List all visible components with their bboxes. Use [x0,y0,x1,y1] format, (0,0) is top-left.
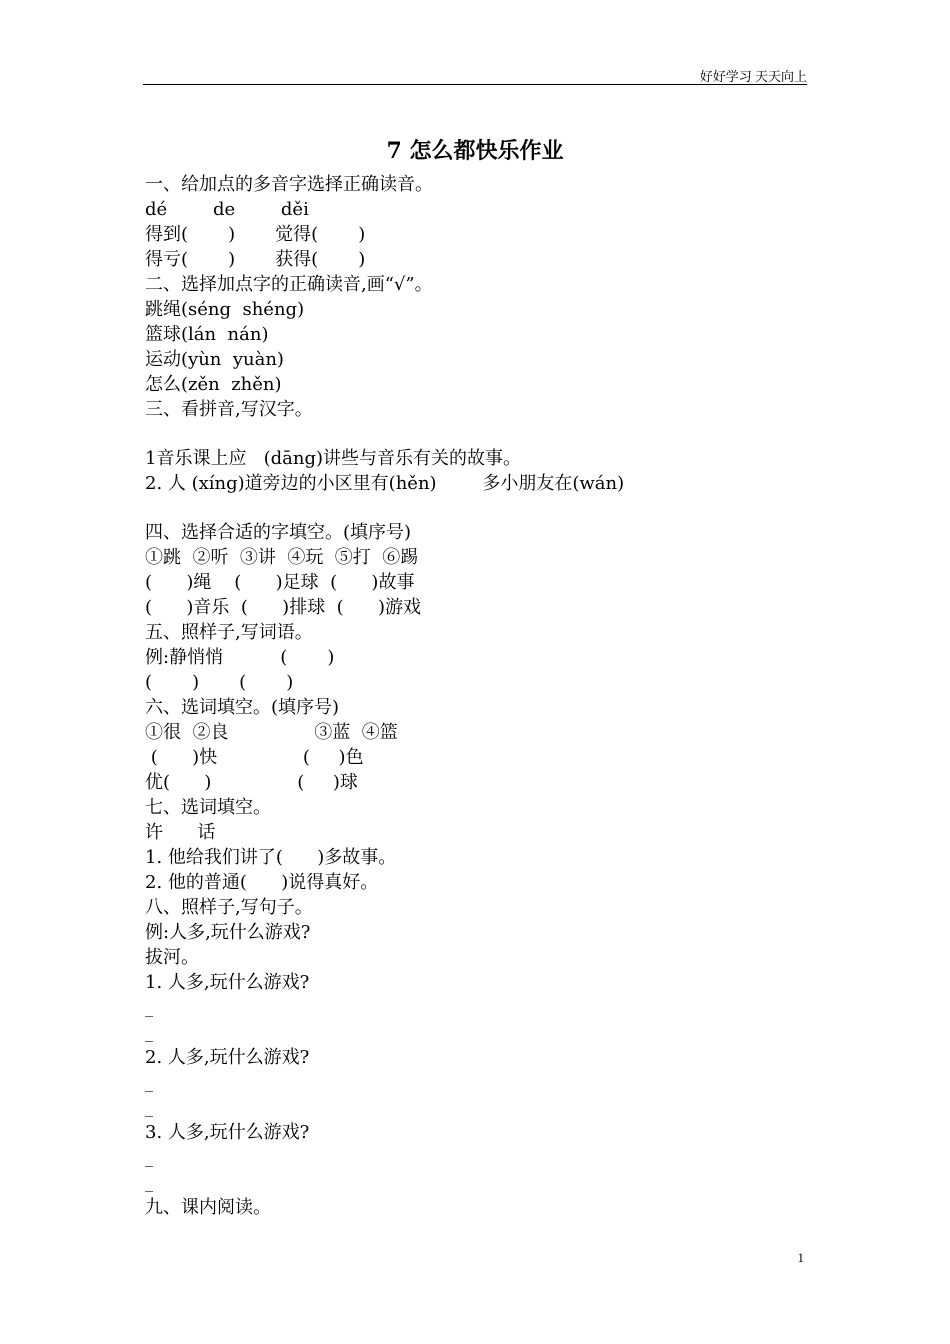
question-line: 怎么(zěn zhěn) [145,374,282,395]
example-line: 拔河。 [145,947,199,968]
section-2-heading: 二、选择加点字的正确读音,画“√”。 [145,274,433,295]
question-line: 2. 人多,玩什么游戏? [145,1047,310,1068]
section-7-heading: 七、选词填空。 [145,797,271,818]
section-6-heading: 六、选词填空。(填序号) [145,697,340,718]
answer-blank: _ [145,1098,153,1117]
section-1-heading: 一、给加点的多音字选择正确读音。 [145,174,433,195]
section-4-heading: 四、选择合适的字填空。(填序号) [145,522,412,543]
blank-line [145,422,825,446]
section-5-heading: 五、照样子,写词语。 [145,622,313,643]
question-line: 得到( ) 觉得( ) [145,224,366,245]
option-list: 许 话 [145,822,216,843]
example-line: 例:人多,玩什么游戏? [145,922,311,943]
page-title: 7 怎么都快乐作业 [386,138,564,164]
answer-blank: _ [145,1073,153,1092]
question-line: 2. 他的普通( )说得真好。 [145,872,379,893]
answer-blank: _ [145,998,153,1017]
question-line: 得亏( ) 获得( ) [145,249,366,270]
question-line: 运动(yùn yuàn) [145,349,284,370]
question-line: 1. 他给我们讲了( )多故事。 [145,847,397,868]
answer-blank: _ [145,1148,153,1167]
option-list: ①很 ②良 ③蓝 ④篮 [145,722,398,743]
option-list: ①跳 ②听 ③讲 ④玩 ⑤打 ⑥踢 [145,547,419,568]
question-line: 优( ) ( )球 [145,772,358,793]
section-3-heading: 三、看拼音,写汉字。 [145,399,313,420]
header-rule [143,84,807,85]
pinyin-options: dé de děi [145,199,309,220]
worksheet-body [145,172,825,1220]
question-line: 2. 人 (xíng)道旁边的小区里有(hěn) 多小朋友在(wán) [145,473,625,494]
question-line: 3. 人多,玩什么游戏? [145,1122,310,1143]
question-line: 1音乐课上应 (dāng)讲些与音乐有关的故事。 [145,448,522,469]
question-line: 1. 人多,玩什么游戏? [145,972,310,993]
question-line: 跳绳(séng shéng) [145,299,305,320]
question-line: ( )音乐 ( )排球 ( )游戏 [145,597,422,618]
answer-blank: _ [145,1173,153,1192]
page-header-text: 好好学习 天天向上 [699,69,807,84]
question-line: ( )绳 ( )足球 ( )故事 [145,572,415,593]
section-8-heading: 八、照样子,写句子。 [145,897,313,918]
blank-line [145,496,825,520]
question-line: 篮球(lán nán) [145,324,269,345]
question-line: ( ) ( ) [145,672,294,693]
example-line: 例:静悄悄 ( ) [145,647,335,668]
answer-blank: _ [145,1023,153,1042]
page-number: 1 [797,1250,804,1265]
section-9-heading: 九、课内阅读。 [145,1197,271,1218]
question-line: ( )快 ( )色 [145,747,364,768]
